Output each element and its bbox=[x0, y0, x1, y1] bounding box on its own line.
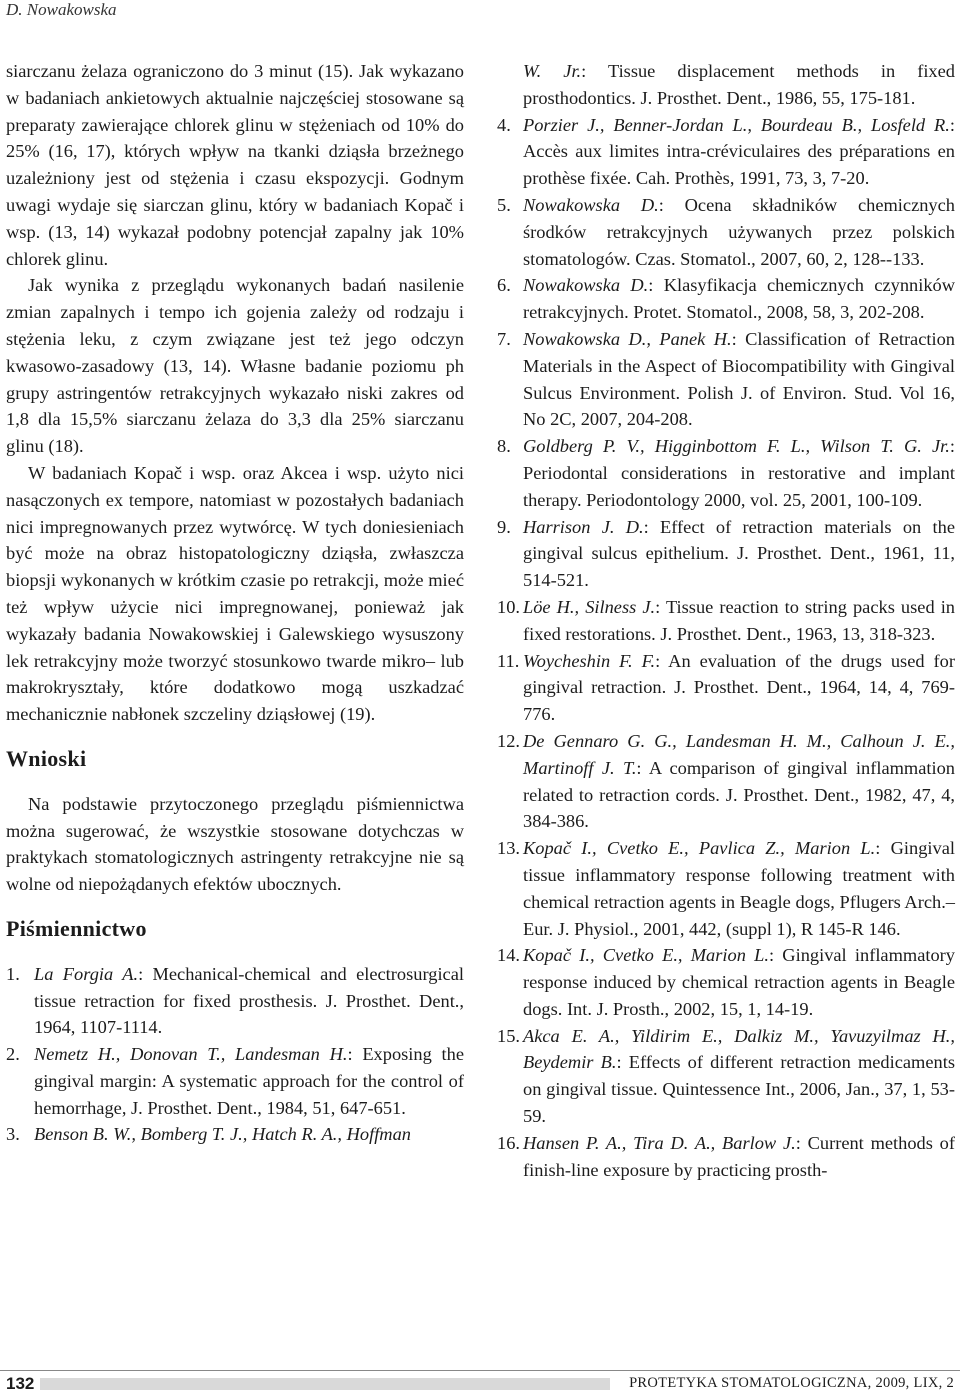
reference-authors: Woycheshin F. F. bbox=[523, 650, 656, 671]
reference-number: 16. bbox=[497, 1132, 520, 1153]
reference-text: : Effects of different retraction medicaments on gingival tissue. Quintessence Int., 2006, Jan., 37, 1, 53-59. bbox=[523, 1052, 955, 1127]
reference-item bbox=[497, 1130, 955, 1184]
reference-item bbox=[497, 272, 955, 326]
reference-number: 1. bbox=[6, 963, 20, 984]
conclusions-heading: Wnioski bbox=[6, 745, 87, 771]
reference-authors: La Forgia A. bbox=[34, 963, 139, 984]
reference-text: : Accès aux limites intra-créviculaires des préparations en prothèse fixée. Cah. Prothès, 1991, 73, 3, 7-20. bbox=[523, 114, 955, 189]
reference-text: : Current methods of finish-line exposure by practicing prosth- bbox=[523, 1132, 955, 1180]
reference-number: 3. bbox=[6, 1124, 20, 1145]
body-paragraph-3: W badaniach Kopač i wsp. oraz Akcea i wsp. użyto nici nasączonych ex tempore, natomiast w pozostałych badaniach nici impregnowanych przez wytwórcę. W tych doniesieniach być może na obraz histopatologiczny dziąsła, zwłaszcza biopsji wykonanych w krótkim czasie po retrakcji, może mieć też wpływ użycie nici impregnowanej, ponieważ jak wykazały badania Nowakowskiej i Galewskiego wysuszony lek retrakcyjny może tworzyć stosunkowo twarde mikro– lub makrokryształy, które dodatkowo mogą uszkadzać mechanicznie nabłonek szczeliny dziąsłowej (19). bbox=[6, 462, 464, 725]
reference-authors: Nowakowska D. bbox=[523, 275, 649, 296]
reference-item bbox=[497, 835, 955, 942]
journal-title: PROTETYKA STOMATOLOGICZNA, 2009, LIX, 2 bbox=[629, 1375, 954, 1391]
reference-authors: Harrison J. D. bbox=[523, 516, 644, 537]
reference-item bbox=[497, 326, 955, 433]
reference-text: : Klasyfikacja chemicznych czynników retrakcyjnych. Protet. Stomatol., 2008, 58, 3, 202-208. bbox=[523, 275, 955, 323]
conclusions-paragraph: Na podstawie przytoczonego przeglądu piśmiennictwa można sugerować, że wszystkie stosowane dotychczas w praktykach stomatologicznych astringenty retrakcyjne nie są wolne od niepożądanych efektów ubocznych. bbox=[6, 793, 464, 895]
reference-number: 10. bbox=[497, 596, 520, 617]
reference-text: : Tissue displacement methods in fixed prosthodontics. J. Prosthet. Dent., 1986, 55, 175-181. bbox=[523, 61, 955, 108]
reference-number: 12. bbox=[497, 730, 520, 751]
reference-authors: W. Jr. bbox=[523, 61, 582, 81]
left-column bbox=[6, 58, 464, 1148]
reference-item bbox=[497, 728, 955, 835]
reference-item bbox=[497, 192, 955, 272]
reference-number: 15. bbox=[497, 1025, 520, 1046]
reference-authors: Löe H., Silness J. bbox=[523, 596, 656, 617]
reference-item bbox=[6, 1041, 464, 1121]
reference-number: 6. bbox=[497, 275, 511, 296]
reference-number: 14. bbox=[497, 945, 520, 966]
reference-text: : Exposing the gingival margin: A systematic approach for the control of hemorrhage, J. Prosthet. Dent., 1984, 51, 647-651. bbox=[34, 1044, 464, 1118]
reference-number: 4. bbox=[497, 114, 511, 135]
reference-number: 5. bbox=[497, 194, 511, 215]
reference-item-continued bbox=[497, 58, 955, 112]
references-heading: Piśmiennictwo bbox=[6, 915, 147, 941]
reference-authors: Porzier J., Benner-Jordan L., Bourdeau B., Losfeld R. bbox=[523, 114, 950, 135]
reference-item bbox=[497, 594, 955, 648]
reference-text: : A comparison of gingival inflammation related to retraction cords. J. Prosthet. Dent., 1982, 47, 4, 384-386. bbox=[523, 757, 955, 832]
reference-item bbox=[497, 112, 955, 192]
reference-authors: Kopač I., Cvetko E., Pavlica Z., Marion L. bbox=[523, 838, 876, 859]
reference-text: : Tissue reaction to string packs used in fixed restorations. J. Prosthet. Dent., 1963, 13, 318-323. bbox=[523, 596, 956, 644]
reference-item bbox=[497, 648, 955, 728]
reference-number: 13. bbox=[497, 838, 520, 859]
reference-authors: Hansen P. A., Tira D. A., Barlow J. bbox=[523, 1132, 796, 1153]
reference-number: 7. bbox=[497, 328, 511, 349]
reference-authors: Goldberg P. V., Higginbottom F. L., Wilson T. G. Jr. bbox=[523, 436, 950, 457]
reference-number: 8. bbox=[497, 436, 511, 457]
reference-authors: Nemetz H., Donovan T., Landesman H. bbox=[34, 1044, 348, 1065]
reference-text: : Ocena składników chemicznych środków retrakcyjnych używanych przez polskich stomatologów. Czas. Stomatol., 2007, 60, 2, 128--133. bbox=[523, 194, 955, 269]
reference-text: : Effect of retraction materials on the gingival sulcus epithelium. J. Prosthet. Dent., 1961, 11, 514-521. bbox=[523, 516, 955, 591]
page-number: 132 bbox=[6, 1374, 35, 1393]
reference-number: 11. bbox=[497, 650, 520, 671]
references-list-right bbox=[497, 58, 955, 1183]
reference-text: : Periodontal considerations in restorative and implant therapy. Periodontology 2000, vol. 25, 2001, 100-109. bbox=[523, 436, 955, 510]
references-list-left bbox=[6, 961, 464, 1149]
reference-item bbox=[497, 433, 955, 513]
running-head: D. Nowakowska bbox=[6, 0, 117, 19]
body-paragraph-2: Jak wynika z przeglądu wykonanych badań nasilenie zmian zapalnych i tempo ich gojenia zależy od rodzaju i stężenia leku, z czym związane jest też jego odczyn kwasowo-zasadowy (13, 14). Własne badanie poziomu ph grupy astringentów retrakcyjnych wykazało niski zakres od 1,8 dla 15,5% siarczanu żelaza do 3,3 dla 25% siarczanu glinu (18). bbox=[6, 275, 464, 457]
reference-text: : Mechanical-chemical and electrosurgical tissue retraction for fixed prosthesis. J. Prosthet. Dent., 1964, 1107-1114. bbox=[34, 963, 464, 1038]
reference-number: 9. bbox=[497, 516, 511, 537]
reference-authors: Nowakowska D., Panek H. bbox=[523, 328, 732, 349]
footer-bar bbox=[40, 1378, 610, 1390]
reference-item bbox=[497, 942, 955, 1022]
right-column bbox=[497, 58, 955, 1183]
reference-authors: Benson B. W., Bomberg T. J., Hatch R. A., Hoffman bbox=[34, 1124, 411, 1145]
reference-number bbox=[497, 58, 523, 112]
reference-authors: Nowakowska D. bbox=[523, 194, 659, 215]
body-paragraph-1: siarczanu żelaza ograniczono do 3 minut (15). Jak wykazano w badaniach ankietowych aktualnie najczęściej stosowane są preparaty zawierające chlorek glinu w stężeniach od 10% do 25% (16, 17), których wpływ na tkanki dziąsła brzeżnego uzależniony jest od stężenia i czasu ekspozycji. Godnym uwagi wydaje się siarczan glinu, który w badaniach Kopač i wsp. (13, 14) wykazał podobny potencjał zapalny jak 10% chlorek glinu. bbox=[6, 61, 464, 269]
reference-item bbox=[6, 961, 464, 1041]
reference-item bbox=[6, 1121, 464, 1148]
reference-authors: Kopač I., Cvetko E., Marion L. bbox=[523, 945, 769, 966]
reference-authors: Akca E. A., Yildirim E., Dalkiz M., Yavuzyilmaz H., Beydemir B. bbox=[523, 1025, 955, 1073]
reference-number: 2. bbox=[6, 1044, 20, 1065]
reference-item bbox=[497, 514, 955, 594]
reference-item bbox=[497, 1023, 955, 1130]
reference-text: : Gingival inflammatory response induced by chemical retraction agents in Beagle dogs. Int. J. Prosth., 2002, 15, 1, 14-19. bbox=[523, 945, 955, 1019]
footer-rule bbox=[0, 1370, 960, 1371]
reference-text: : Gingival tissue inflammatory response following treatment with chemical retraction agents in Beagle dogs, Pflugers Arch.– Eur. J. Physiol., 2001, 442, (suppl 1), R 145-R 146. bbox=[523, 838, 955, 939]
reference-text: : An evaluation of the drugs used for gingival retraction. J. Prosthet. Dent., 1964, 14, 4, 769-776. bbox=[523, 650, 955, 725]
reference-authors: De Gennaro G. G., Landesman H. M., Calhoun J. E., Martinoff J. T. bbox=[523, 730, 955, 778]
reference-text: : Classification of Retraction Materials in the Aspect of Biocompatibility with Gingival Sulcus Environment. Polish J. of Environ. Stud. Vol 16, No 2C, 2007, 204-208. bbox=[523, 328, 955, 430]
page-footer bbox=[0, 1370, 960, 1396]
